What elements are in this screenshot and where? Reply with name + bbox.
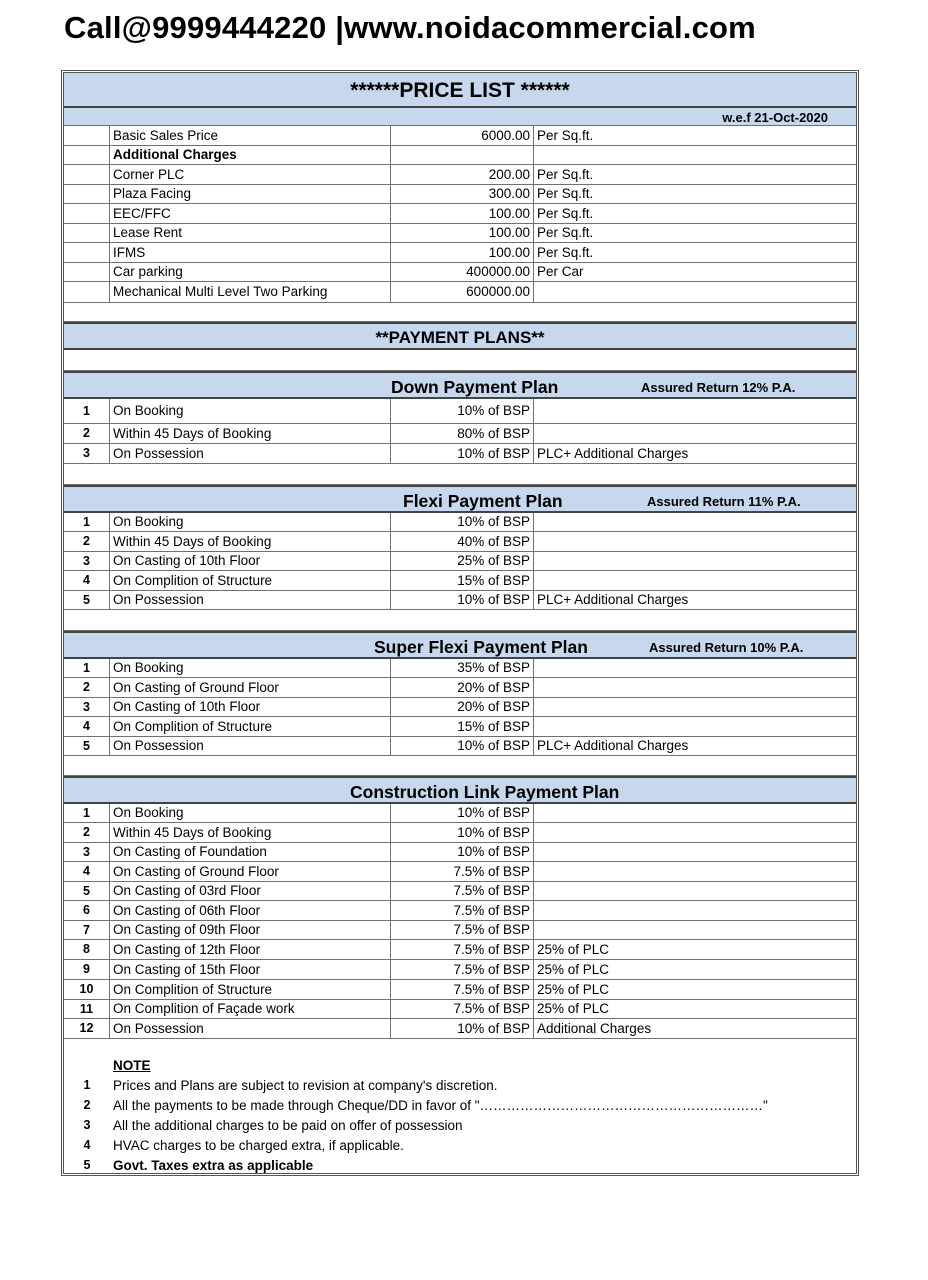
super-flexi-plan-header xyxy=(64,631,856,659)
clp-plan-row-value: 10% of BSP xyxy=(391,804,534,822)
super-flexi-plan-row-value: 20% of BSP xyxy=(391,698,534,716)
super-flexi-plan-row-number: 5 xyxy=(64,737,110,755)
clp-plan-title: Construction Link Payment Plan xyxy=(350,782,620,802)
clp-plan-row-description: On Casting of Foundation xyxy=(110,843,391,861)
note-item-number: 1 xyxy=(83,1078,91,1092)
clp-plan-row-number: 1 xyxy=(64,804,110,822)
clp-plan-row-number: 7 xyxy=(64,921,110,939)
down-plan-row-value: 10% of BSP xyxy=(391,399,534,423)
clp-plan-row-number: 11 xyxy=(64,1000,110,1018)
flexi-plan-row-value: 25% of BSP xyxy=(391,552,534,570)
flexi-plan-row-value: 10% of BSP xyxy=(391,591,534,609)
price-row-value: 100.00 xyxy=(391,224,534,242)
price-row-value: 200.00 xyxy=(391,165,534,184)
super-flexi-plan-row-description: On Possession xyxy=(110,737,391,755)
price-row xyxy=(64,243,856,263)
note-item-text: All the additional charges to be paid on offer of possession xyxy=(113,1118,463,1133)
clp-plan-row-extra xyxy=(534,804,856,822)
price-row-extra xyxy=(534,282,856,302)
down-plan-row-value: 80% of BSP xyxy=(391,424,534,443)
down-plan-row-value: 10% of BSP xyxy=(391,444,534,463)
flexi-plan-row-number: 2 xyxy=(64,532,110,551)
price-list-sheet xyxy=(61,70,859,1176)
clp-plan-row-extra xyxy=(534,843,856,861)
super-flexi-plan-row xyxy=(64,698,856,717)
clp-plan-row xyxy=(64,901,856,921)
clp-plan-row xyxy=(64,1000,856,1019)
flexi-plan-row-description: On Possession xyxy=(110,591,391,609)
price-row-number xyxy=(64,263,110,281)
spacer-row xyxy=(64,301,856,322)
clp-plan-row-value: 7.5% of BSP xyxy=(391,960,534,979)
price-row-extra: Per Sq.ft. xyxy=(537,244,594,260)
super-flexi-plan-row-number: 1 xyxy=(64,659,110,677)
super-flexi-plan-row-description: On Casting of Ground Floor xyxy=(110,678,391,697)
flexi-plan-row xyxy=(64,591,856,610)
down-plan-row-extra: PLC+ Additional Charges xyxy=(537,445,689,461)
super-flexi-plan-row-extra xyxy=(534,659,856,677)
price-row-extra: Per Sq.ft. xyxy=(537,225,594,241)
price-row-number xyxy=(64,146,110,164)
super-flexi-plan-title: Super Flexi Payment Plan xyxy=(374,637,588,657)
down-plan-row-description: On Booking xyxy=(110,399,391,423)
super-flexi-plan-row-value: 15% of BSP xyxy=(391,717,534,736)
note-item xyxy=(64,1075,856,1095)
clp-plan-row-number: 12 xyxy=(64,1019,110,1038)
price-row-value: 600000.00 xyxy=(391,282,534,302)
note-item xyxy=(64,1135,856,1155)
price-row-number xyxy=(64,126,110,145)
super-flexi-plan-assured: Assured Return 10% P.A. xyxy=(649,640,804,655)
clp-plan-row-description: On Casting of 12th Floor xyxy=(110,940,391,959)
clp-plan-row-extra xyxy=(534,921,856,939)
flexi-plan-row xyxy=(64,571,856,591)
price-row-number xyxy=(64,185,110,203)
clp-plan-row-value: 10% of BSP xyxy=(391,1019,534,1038)
clp-plan-row-number: 9 xyxy=(64,960,110,979)
price-row-number xyxy=(64,243,110,262)
super-flexi-plan-row xyxy=(64,659,856,678)
price-row-description: Corner PLC xyxy=(110,165,391,184)
clp-plan-header xyxy=(64,776,856,804)
price-row-description: Lease Rent xyxy=(110,224,391,242)
clp-plan-row-extra xyxy=(534,823,856,842)
clp-plan-row xyxy=(64,843,856,862)
down-plan-row-number: 1 xyxy=(64,399,110,423)
super-flexi-plan-row-description: On Casting of 10th Floor xyxy=(110,698,391,716)
note-item-number: 2 xyxy=(83,1098,91,1112)
clp-plan-row-extra: 25% of PLC xyxy=(537,981,610,997)
super-flexi-plan-row-description: On Booking xyxy=(110,659,391,677)
note-item-text: HVAC charges to be charged extra, if applicable. xyxy=(113,1138,404,1153)
note-item-number: 5 xyxy=(83,1158,91,1172)
clp-plan-row-value: 7.5% of BSP xyxy=(391,862,534,881)
price-row-extra: Per Sq.ft. xyxy=(537,127,594,143)
price-row-description: Plaza Facing xyxy=(110,185,391,203)
note-item xyxy=(64,1095,856,1115)
note-heading: NOTE xyxy=(113,1058,151,1073)
price-row xyxy=(64,165,856,185)
clp-plan-row-value: 7.5% of BSP xyxy=(391,921,534,939)
note-item-text: All the payments to be made through Cheque/DD in favor of "………………………………………………………" xyxy=(113,1098,768,1113)
down-plan-row xyxy=(64,399,856,424)
clp-plan-row xyxy=(64,823,856,843)
down-plan-header xyxy=(64,371,856,399)
price-row-description: Mechanical Multi Level Two Parking xyxy=(110,282,391,302)
flexi-plan-row xyxy=(64,513,856,532)
clp-plan-row-value: 7.5% of BSP xyxy=(391,940,534,959)
flexi-plan-row-number: 5 xyxy=(64,591,110,609)
super-flexi-plan-row-extra xyxy=(534,678,856,697)
price-list-title-row xyxy=(64,73,856,108)
flexi-plan-row-value: 10% of BSP xyxy=(391,513,534,531)
clp-plan-row xyxy=(64,980,856,1000)
price-row xyxy=(64,224,856,243)
down-plan-row xyxy=(64,424,856,444)
price-row-value: 100.00 xyxy=(391,204,534,223)
clp-plan-row-description: On Casting of 06th Floor xyxy=(110,901,391,920)
price-row-description: EEC/FFC xyxy=(110,204,391,223)
flexi-plan-row-extra xyxy=(534,552,856,570)
clp-plan-row-number: 6 xyxy=(64,901,110,920)
flexi-plan-row-extra xyxy=(534,513,856,531)
note-heading-line xyxy=(64,1055,856,1075)
price-row xyxy=(64,282,856,303)
price-row-number xyxy=(64,282,110,302)
clp-plan-row-number: 4 xyxy=(64,862,110,881)
clp-plan-row-extra: 25% of PLC xyxy=(537,941,610,957)
flexi-plan-row-number: 3 xyxy=(64,552,110,570)
price-list-title: ******PRICE LIST ****** xyxy=(350,79,570,102)
flexi-plan-assured: Assured Return 11% P.A. xyxy=(647,494,801,509)
price-row-value xyxy=(391,146,534,164)
clp-plan-row-value: 7.5% of BSP xyxy=(391,901,534,920)
price-row-extra: Per Sq.ft. xyxy=(537,205,594,221)
super-flexi-plan-row xyxy=(64,737,856,756)
super-flexi-plan-row-value: 20% of BSP xyxy=(391,678,534,697)
clp-plan-row-number: 3 xyxy=(64,843,110,861)
price-row-description: Car parking xyxy=(110,263,391,281)
note-item-number: 3 xyxy=(83,1118,91,1132)
price-row-description: Basic Sales Price xyxy=(110,126,391,145)
down-plan-title: Down Payment Plan xyxy=(391,377,559,397)
note-item-text: Prices and Plans are subject to revision at company's discretion. xyxy=(113,1078,498,1093)
clp-plan-row-extra xyxy=(534,862,856,881)
clp-plan-row-extra: 25% of PLC xyxy=(537,961,610,977)
super-flexi-plan-row xyxy=(64,717,856,737)
down-plan-assured: Assured Return 12% P.A. xyxy=(641,380,796,395)
flexi-plan-row-description: On Booking xyxy=(110,513,391,531)
price-row xyxy=(64,204,856,224)
spacer-row xyxy=(64,756,856,776)
flexi-plan-row-value: 15% of BSP xyxy=(391,571,534,590)
note-item xyxy=(64,1155,856,1175)
clp-plan-row-value: 10% of BSP xyxy=(391,823,534,842)
super-flexi-plan-row-number: 3 xyxy=(64,698,110,716)
clp-plan-row-extra xyxy=(534,882,856,900)
price-row-number xyxy=(64,204,110,223)
clp-plan-row-number: 10 xyxy=(64,980,110,999)
super-flexi-plan-row-description: On Complition of Structure xyxy=(110,717,391,736)
flexi-plan-title: Flexi Payment Plan xyxy=(403,491,563,511)
spacer-row xyxy=(64,350,856,371)
clp-plan-row-description: Within 45 Days of Booking xyxy=(110,823,391,842)
down-plan-row-number: 2 xyxy=(64,424,110,443)
price-row xyxy=(64,126,856,146)
clp-plan-row xyxy=(64,1019,856,1039)
contact-header: Call@9999444220 |www.noidacommercial.com xyxy=(64,10,756,45)
payment-plans-title-row xyxy=(64,322,856,350)
clp-plan-row-value: 10% of BSP xyxy=(391,843,534,861)
down-plan-row-description: Within 45 Days of Booking xyxy=(110,424,391,443)
flexi-plan-row-description: On Casting of 10th Floor xyxy=(110,552,391,570)
down-plan-row-extra xyxy=(534,399,856,423)
clp-plan-row xyxy=(64,804,856,823)
note-item xyxy=(64,1115,856,1135)
flexi-plan-row-description: Within 45 Days of Booking xyxy=(110,532,391,551)
clp-plan-row-extra xyxy=(534,901,856,920)
clp-plan-row-description: On Complition of Structure xyxy=(110,980,391,999)
price-row-number xyxy=(64,165,110,184)
super-flexi-plan-row-value: 35% of BSP xyxy=(391,659,534,677)
spacer-row xyxy=(64,464,856,485)
flexi-plan-row-extra xyxy=(534,532,856,551)
spacer-row xyxy=(64,610,856,631)
wef-row xyxy=(64,108,856,126)
price-row-value: 6000.00 xyxy=(391,126,534,145)
super-flexi-plan-row-extra: PLC+ Additional Charges xyxy=(537,738,689,754)
super-flexi-plan-row-value: 10% of BSP xyxy=(391,737,534,755)
clp-plan-row xyxy=(64,862,856,882)
clp-plan-row-description: On Casting of Ground Floor xyxy=(110,862,391,881)
price-row xyxy=(64,263,856,282)
price-row-value: 300.00 xyxy=(391,185,534,203)
flexi-plan-row-extra xyxy=(534,571,856,590)
down-plan-row xyxy=(64,444,856,464)
super-flexi-plan-row-extra xyxy=(534,698,856,716)
price-row-extra: Per Car xyxy=(537,264,584,280)
clp-plan-row-extra: 25% of PLC xyxy=(537,1001,610,1017)
clp-plan-row-number: 8 xyxy=(64,940,110,959)
flexi-plan-row xyxy=(64,532,856,552)
clp-plan-row-description: On Casting of 15th Floor xyxy=(110,960,391,979)
flexi-plan-header xyxy=(64,485,856,513)
clp-plan-row-description: On Complition of Façade work xyxy=(110,1000,391,1018)
flexi-plan-row-description: On Complition of Structure xyxy=(110,571,391,590)
super-flexi-plan-row xyxy=(64,678,856,698)
flexi-plan-row-value: 40% of BSP xyxy=(391,532,534,551)
price-row-extra: Per Sq.ft. xyxy=(537,166,594,182)
super-flexi-plan-row-number: 2 xyxy=(64,678,110,697)
down-plan-row-description: On Possession xyxy=(110,444,391,463)
price-row xyxy=(64,146,856,165)
price-row-extra xyxy=(534,146,856,164)
price-row-value: 100.00 xyxy=(391,243,534,262)
clp-plan-row-value: 7.5% of BSP xyxy=(391,980,534,999)
clp-plan-row-description: On Casting of 03rd Floor xyxy=(110,882,391,900)
price-row-value: 400000.00 xyxy=(391,263,534,281)
clp-plan-row-value: 7.5% of BSP xyxy=(391,882,534,900)
payment-plans-title: **PAYMENT PLANS** xyxy=(375,328,545,347)
down-plan-row-number: 3 xyxy=(64,444,110,463)
flexi-plan-row xyxy=(64,552,856,571)
clp-plan-row-description: On Booking xyxy=(110,804,391,822)
super-flexi-plan-row-extra xyxy=(534,717,856,736)
price-row xyxy=(64,185,856,204)
note-item-text: Govt. Taxes extra as applicable xyxy=(113,1158,314,1173)
clp-plan-row-description: On Casting of 09th Floor xyxy=(110,921,391,939)
clp-plan-row xyxy=(64,960,856,980)
price-row-description: Additional Charges xyxy=(110,146,391,164)
clp-plan-row xyxy=(64,921,856,940)
super-flexi-plan-row-number: 4 xyxy=(64,717,110,736)
clp-plan-row xyxy=(64,882,856,901)
flexi-plan-row-number: 4 xyxy=(64,571,110,590)
clp-plan-row-value: 7.5% of BSP xyxy=(391,1000,534,1018)
price-row-description: IFMS xyxy=(110,243,391,262)
down-plan-row-extra xyxy=(534,424,856,443)
clp-plan-row xyxy=(64,940,856,960)
clp-plan-row-number: 5 xyxy=(64,882,110,900)
price-row-extra: Per Sq.ft. xyxy=(537,186,594,202)
flexi-plan-row-extra: PLC+ Additional Charges xyxy=(537,592,689,608)
clp-plan-row-extra: Additional Charges xyxy=(537,1020,652,1036)
clp-plan-row-description: On Possession xyxy=(110,1019,391,1038)
wef-date: w.e.f 21-Oct-2020 xyxy=(722,110,828,125)
clp-plan-row-number: 2 xyxy=(64,823,110,842)
price-row-number xyxy=(64,224,110,242)
note-item-number: 4 xyxy=(83,1138,91,1152)
flexi-plan-row-number: 1 xyxy=(64,513,110,531)
